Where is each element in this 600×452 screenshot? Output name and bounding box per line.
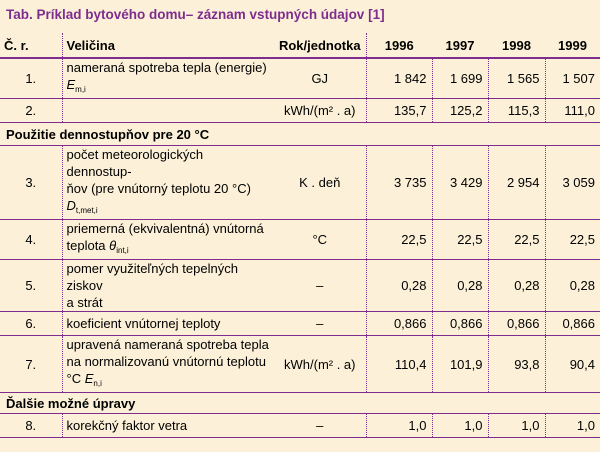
symbol-line [67, 197, 271, 219]
description-line: ňov (pre vnútorný teplotu 20 °C) [66, 181, 251, 196]
header-quantity: Veličina [66, 37, 115, 53]
symbol: E [84, 371, 94, 386]
value-1997: 0,28 [432, 260, 488, 312]
value-1996: 0,866 [366, 312, 432, 336]
row-number: 6. [0, 312, 62, 336]
value-1999: 0,866 [562, 316, 595, 331]
section-row [0, 123, 600, 146]
row-number: 4. [0, 220, 62, 260]
value-1997: 3 429 [432, 146, 488, 220]
value-1998: 2 954 [488, 146, 545, 220]
description-line: nameraná spotreba tepla (energie) [66, 60, 267, 75]
value-1996: 110,4 [366, 336, 432, 393]
quantity-description [62, 99, 274, 123]
value-1999: 1,0 [576, 418, 595, 433]
quantity-description [62, 260, 274, 312]
row-number: 7. [0, 336, 62, 393]
value-1996: 0,28 [366, 260, 432, 312]
value-1996: 135,7 [366, 99, 432, 123]
description-line: priemerná (ekvivalentná) vnútorná [66, 221, 264, 236]
table-row [0, 220, 600, 260]
table-row [0, 58, 600, 99]
symbol-prefix: °C [66, 371, 82, 386]
value-1998: 93,8 [488, 336, 545, 393]
table-row [0, 99, 600, 123]
header-year-1996: 1996 [384, 37, 414, 53]
symbol: E [66, 77, 76, 92]
value-1996: 1 842 [366, 58, 432, 99]
quantity-description [62, 146, 274, 220]
quantity-description [62, 336, 274, 393]
header-year-1999: 1999 [558, 37, 587, 53]
symbol-subscript: n,i [93, 379, 102, 388]
table-row [0, 312, 600, 336]
symbol-line [67, 76, 271, 98]
value-1997: 22,5 [432, 220, 488, 260]
value-1996: 22,5 [366, 220, 432, 260]
header-row-number: Č. r. [0, 33, 62, 58]
value-1999: 90,4 [569, 356, 595, 372]
value-1998: 1,0 [488, 414, 545, 438]
table-row [0, 260, 600, 312]
unit: GJ [274, 58, 366, 99]
value-1998: 1 565 [488, 58, 545, 99]
description-line: a strát [66, 295, 103, 310]
table-row [0, 146, 600, 220]
description-line: koeficient vnútornej teploty [66, 316, 221, 331]
quantity-description [62, 58, 274, 99]
header-unit: Rok/jednotka [274, 33, 366, 58]
description-line: upravená nameraná spotreba tepla [66, 337, 269, 352]
row-number: 2. [0, 99, 62, 123]
value-1996: 1,0 [366, 414, 432, 438]
table-row [0, 336, 600, 393]
value-1999: 111,0 [564, 103, 595, 118]
value-1997: 125,2 [432, 99, 488, 123]
table-row [0, 414, 600, 438]
value-1997: 1,0 [432, 414, 488, 438]
quantity-description [62, 312, 274, 336]
row-number: 1. [0, 58, 62, 99]
value-1999: 0,28 [569, 278, 595, 293]
value-1998: 0,866 [488, 312, 545, 336]
data-table [0, 33, 600, 438]
value-1997: 0,866 [432, 312, 488, 336]
table-title: Tab. Príklad bytového domu– záznam vstupných údajov [1] [6, 7, 385, 22]
symbol-subscript: int,i [116, 246, 129, 255]
row-number: 3. [0, 146, 62, 220]
header-row [0, 33, 600, 58]
symbol-subscript: m,i [75, 85, 86, 94]
symbol-subscript: t,met,i [75, 206, 98, 215]
symbol-line [67, 370, 271, 392]
unit: K . deň [274, 146, 366, 220]
section-label: Ďalšie možné úpravy [6, 395, 136, 411]
value-1999: 1 507 [562, 71, 595, 86]
unit: – [274, 414, 366, 438]
header-year-1998: 1998 [502, 37, 531, 53]
row-number: 8. [0, 414, 62, 438]
unit: kWh/(m² . a) [274, 336, 366, 393]
value-1997: 101,9 [432, 336, 488, 393]
value-1997: 1 699 [432, 58, 488, 99]
section-label: Použitie dennostupňov pre 20 °C [6, 126, 210, 142]
unit: kWh/(m² . a) [274, 99, 366, 123]
section-row [0, 393, 600, 414]
description-line: pomer využiteľných tepelných ziskov [66, 261, 238, 293]
header-year-1997: 1997 [445, 37, 475, 53]
quantity-description [62, 414, 274, 438]
unit: – [274, 260, 366, 312]
value-1998: 0,28 [488, 260, 545, 312]
symbol: D [66, 198, 76, 213]
symbol-prefix: teplota [66, 238, 106, 253]
value-1999: 22,5 [569, 232, 595, 247]
unit: °C [274, 220, 366, 260]
quantity-description [62, 220, 274, 260]
value-1996: 3 735 [366, 146, 432, 220]
symbol-line [67, 237, 271, 259]
unit: – [274, 312, 366, 336]
description-line: počet meteorologických dennostup- [66, 147, 204, 179]
value-1999: 3 059 [562, 175, 595, 190]
description-line: na normalizovanú vnútornú teplotu [66, 354, 266, 369]
row-number: 5. [0, 260, 62, 312]
symbol: θ [109, 238, 117, 253]
description-line: korekčný faktor vetra [66, 418, 188, 433]
value-1998: 22,5 [488, 220, 545, 260]
value-1998: 115,3 [488, 99, 545, 123]
